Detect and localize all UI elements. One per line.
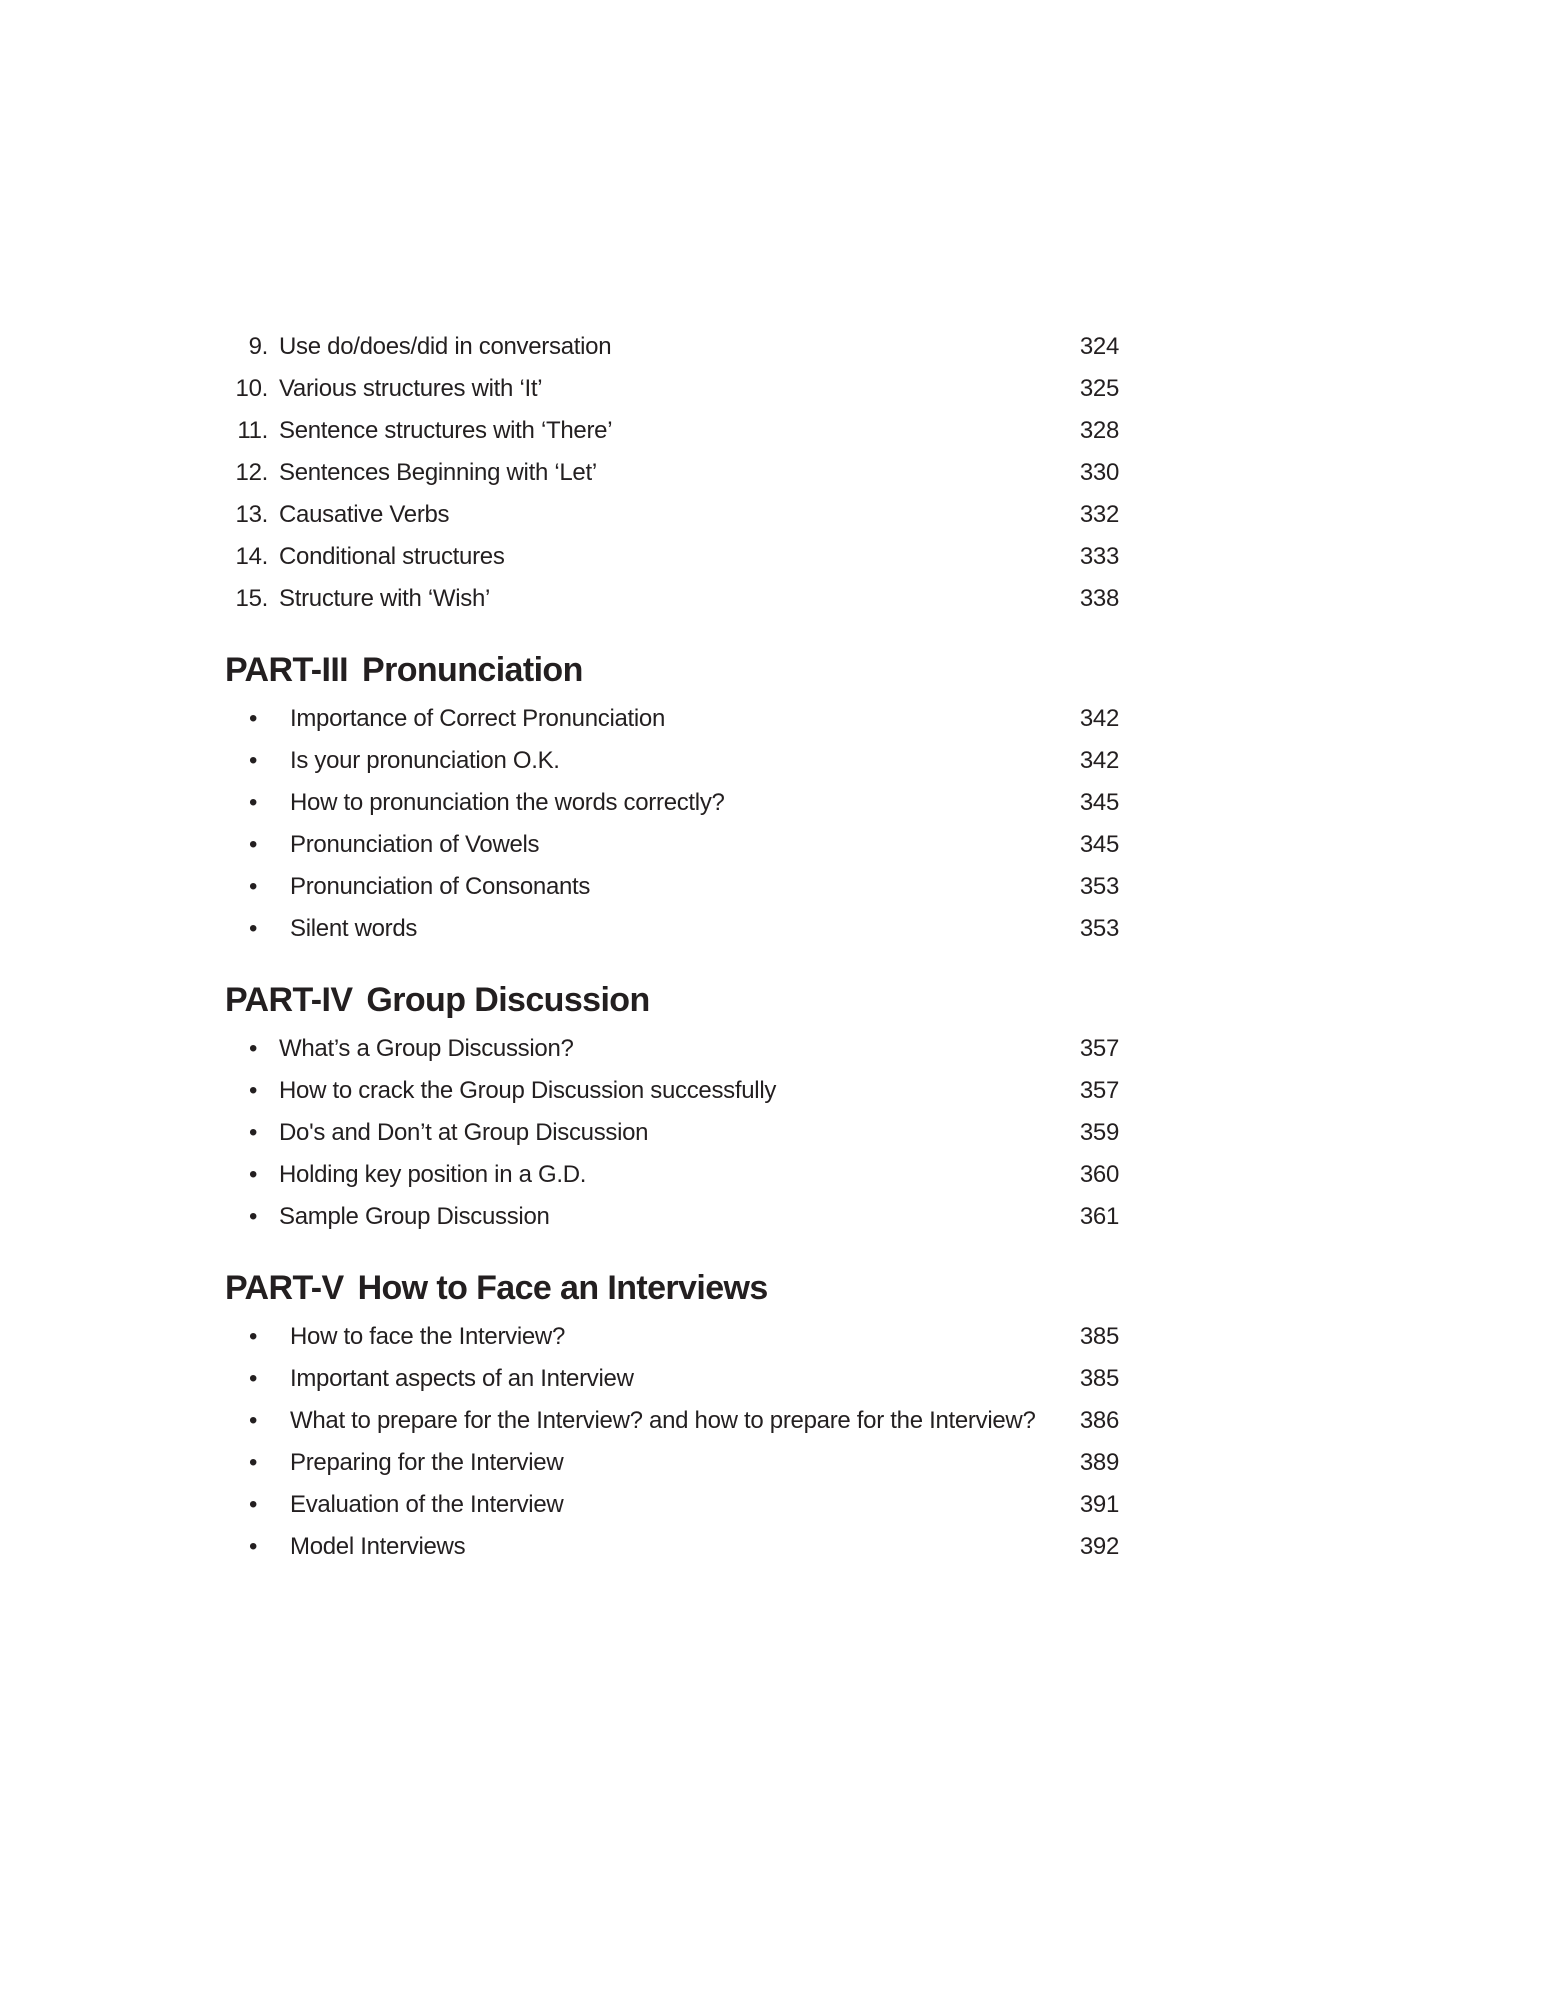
entry-page: 353	[1079, 915, 1119, 942]
entry-title: What to prepare for the Interview? and how to prepare for the Interview?	[290, 1407, 1036, 1434]
bullet-icon: •	[248, 1449, 258, 1476]
bullet-icon: •	[248, 1533, 258, 1560]
entry-page: 325	[1079, 375, 1119, 402]
toc-entry	[0, 866, 1550, 908]
entry-title: Sentence structures with ‘There’	[279, 417, 613, 444]
toc-entry	[0, 494, 1550, 536]
entry-title: How to crack the Group Discussion successfully	[279, 1077, 777, 1104]
toc-entry	[0, 782, 1550, 824]
entry-page: 353	[1079, 873, 1119, 900]
bullet-icon: •	[248, 915, 258, 942]
entry-number: 10.	[235, 375, 268, 402]
toc-entry	[0, 1070, 1550, 1112]
entry-title: What’s a Group Discussion?	[279, 1035, 574, 1062]
toc-entry	[0, 578, 1550, 620]
entry-page: 332	[1079, 501, 1119, 528]
bullet-icon: •	[248, 1077, 258, 1104]
bullet-icon: •	[248, 789, 258, 816]
entry-title: Various structures with ‘It’	[279, 375, 543, 402]
toc-entry	[0, 368, 1550, 410]
bullet-icon: •	[248, 1161, 258, 1188]
part-iv-section	[0, 972, 1550, 1238]
entry-title: Holding key position in a G.D.	[279, 1161, 587, 1188]
entry-page: 360	[1079, 1161, 1119, 1188]
part-heading	[0, 972, 1550, 1028]
entry-page: 338	[1079, 585, 1119, 612]
toc-entry	[0, 698, 1550, 740]
entry-page: 391	[1079, 1491, 1119, 1518]
entry-title: Is your pronunciation O.K.	[290, 747, 560, 774]
entry-title: Evaluation of the Interview	[290, 1491, 564, 1518]
entry-number: 11.	[237, 417, 268, 444]
part-iii-section	[0, 642, 1550, 950]
entry-title: Conditional structures	[279, 543, 505, 570]
entry-page: 359	[1079, 1119, 1119, 1146]
bullet-icon: •	[248, 831, 258, 858]
toc-entry	[0, 740, 1550, 782]
entry-title: How to face the Interview?	[290, 1323, 566, 1350]
toc-entry	[0, 1196, 1550, 1238]
part-number: PART-III	[225, 651, 349, 689]
bullet-icon: •	[248, 705, 258, 732]
entry-page: 385	[1079, 1365, 1119, 1392]
entry-page: 361	[1079, 1203, 1119, 1230]
bullet-icon: •	[248, 1491, 258, 1518]
numbered-section	[0, 326, 1550, 620]
entry-number: 12.	[235, 459, 268, 486]
toc-entry	[0, 1112, 1550, 1154]
toc-entry	[0, 1526, 1550, 1568]
entry-title: How to pronunciation the words correctly?	[290, 789, 725, 816]
entry-page: 357	[1079, 1077, 1119, 1104]
entry-title: Silent words	[290, 915, 418, 942]
entry-number: 15.	[235, 585, 268, 612]
entry-page: 345	[1079, 789, 1119, 816]
bullet-icon: •	[248, 747, 258, 774]
entry-page: 389	[1079, 1449, 1119, 1476]
toc-entry	[0, 1154, 1550, 1196]
toc-entry	[0, 1028, 1550, 1070]
entry-title: Importance of Correct Pronunciation	[290, 705, 666, 732]
entry-title: Pronunciation of Consonants	[290, 873, 591, 900]
toc-entry	[0, 908, 1550, 950]
entry-title: Do's and Don’t at Group Discussion	[279, 1119, 649, 1146]
part-name: How to Face an Interviews	[357, 1269, 768, 1307]
part-number: PART-V	[225, 1269, 344, 1307]
part-v-section	[0, 1260, 1550, 1568]
toc-entry	[0, 1316, 1550, 1358]
bullet-icon: •	[248, 873, 258, 900]
entry-title: Use do/does/did in conversation	[279, 333, 612, 360]
toc-entry	[0, 452, 1550, 494]
part-heading	[0, 642, 1550, 698]
part-name: Group Discussion	[366, 981, 650, 1019]
table-of-contents	[0, 326, 1550, 1568]
entry-title: Sample Group Discussion	[279, 1203, 550, 1230]
entry-page: 357	[1079, 1035, 1119, 1062]
entry-page: 330	[1079, 459, 1119, 486]
toc-entry	[0, 536, 1550, 578]
entry-page: 386	[1079, 1407, 1119, 1434]
bullet-icon: •	[248, 1407, 258, 1434]
toc-entry	[0, 1442, 1550, 1484]
bullet-icon: •	[248, 1323, 258, 1350]
entry-number: 13.	[235, 501, 268, 528]
entry-page: 328	[1079, 417, 1119, 444]
entry-title: Structure with ‘Wish’	[279, 585, 491, 612]
bullet-icon: •	[248, 1035, 258, 1062]
entry-page: 333	[1079, 543, 1119, 570]
entry-title: Pronunciation of Vowels	[290, 831, 540, 858]
toc-entry	[0, 1358, 1550, 1400]
part-heading	[0, 1260, 1550, 1316]
toc-entry	[0, 410, 1550, 452]
entry-title: Causative Verbs	[279, 501, 450, 528]
entry-page: 324	[1079, 333, 1119, 360]
part-number: PART-IV	[225, 981, 353, 1019]
entry-page: 392	[1079, 1533, 1119, 1560]
bullet-icon: •	[248, 1365, 258, 1392]
entry-page: 385	[1079, 1323, 1119, 1350]
entry-page: 345	[1079, 831, 1119, 858]
bullet-icon: •	[248, 1203, 258, 1230]
entry-page: 342	[1079, 747, 1119, 774]
toc-entry	[0, 326, 1550, 368]
entry-number: 14.	[235, 543, 268, 570]
entry-title: Preparing for the Interview	[290, 1449, 564, 1476]
bullet-icon: •	[248, 1119, 258, 1146]
toc-entry	[0, 1400, 1550, 1442]
entry-title: Sentences Beginning with ‘Let’	[279, 459, 597, 486]
part-name: Pronunciation	[362, 651, 583, 689]
entry-page: 342	[1079, 705, 1119, 732]
toc-entry	[0, 824, 1550, 866]
entry-number: 9.	[248, 333, 268, 360]
toc-entry	[0, 1484, 1550, 1526]
entry-title: Important aspects of an Interview	[290, 1365, 634, 1392]
entry-title: Model Interviews	[290, 1533, 466, 1560]
